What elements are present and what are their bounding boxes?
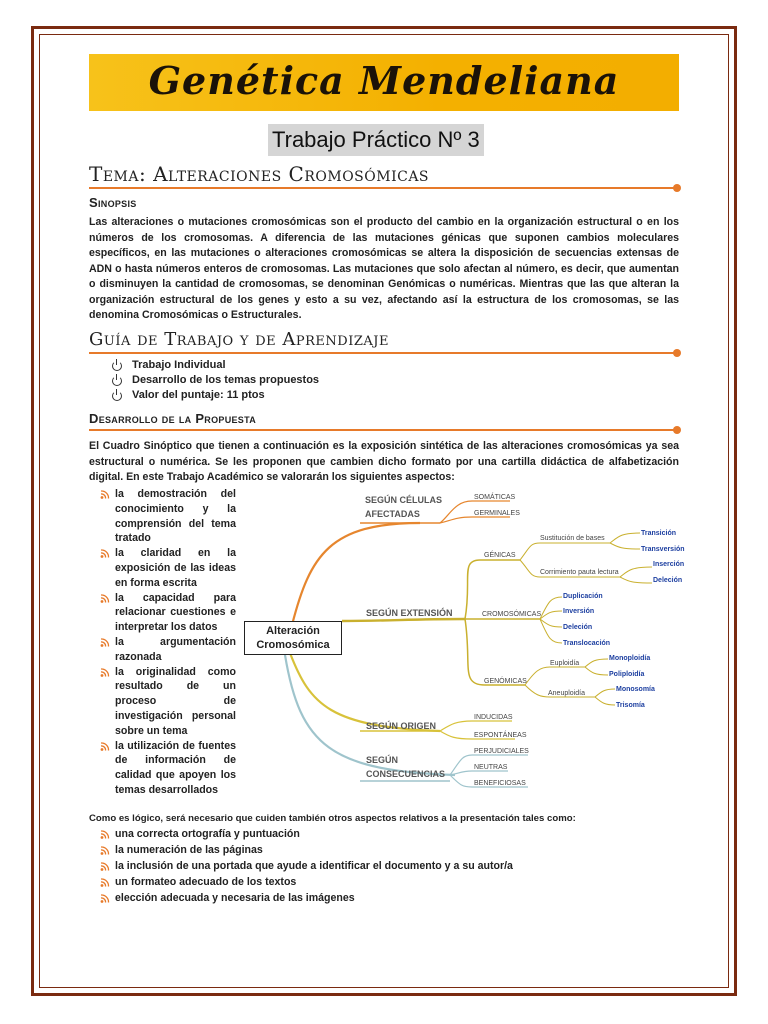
label-germinales: GERMINALES — [474, 510, 520, 517]
tema-rule — [89, 187, 677, 189]
label-somaticas: SOMÁTICAS — [474, 494, 516, 501]
label-aneuploidia: Aneuploidía — [548, 690, 585, 697]
label-transicion: Transición — [641, 530, 677, 537]
title-banner — [89, 54, 679, 111]
list-item: la capacidad para relacionar cuestiones e interpretar los datos — [100, 591, 236, 635]
transversion-line — [610, 543, 640, 549]
label-insercion: Inserción — [653, 561, 685, 568]
list-item: la argumentación razonada — [100, 635, 236, 665]
label-inversion: Inversión — [563, 608, 595, 615]
duplicacion-line — [540, 597, 562, 619]
label-monoploidia: Monoploidía — [609, 655, 651, 662]
page-title: Genética Mendeliana — [148, 58, 620, 103]
germinales-line — [440, 517, 510, 523]
list-item: un formateo adecuado de los textos — [100, 875, 513, 891]
list-item: Trabajo Individual — [112, 358, 319, 373]
list-item: la claridad en la exposición de las ideas en forma escrita — [100, 546, 236, 590]
label-espontaneas: ESPONTÁNEAS — [474, 732, 527, 739]
feed-icon — [100, 549, 110, 558]
label-trisomia: Trisomía — [616, 702, 645, 709]
feed-icon — [100, 862, 110, 871]
neutras-line — [450, 771, 508, 775]
mindmap-center: Alteración Cromosómica — [244, 621, 342, 655]
label-corrimiento: Corrimiento pauta lectura — [540, 569, 619, 576]
feed-icon — [100, 878, 110, 887]
label-neutras: NEUTRAS — [474, 764, 508, 771]
label-delecion: Deleción — [653, 577, 683, 584]
genomicas-line — [465, 619, 525, 685]
power-icon — [112, 361, 122, 371]
list-item: la demostración del conocimiento y la comprensión del tema tratado — [100, 487, 236, 546]
desarrollo-rule — [89, 429, 677, 431]
feed-icon — [100, 846, 110, 855]
feed-icon — [100, 594, 110, 603]
extras-list — [100, 827, 513, 907]
sustitucion-line — [520, 543, 610, 560]
desarrollo-intro: El Cuadro Sinóptico que tienen a continuación es la exposición sintética de las alteraciones cromosómicas ya sea estructural o numérica. Se les proponen que cambien dicho formato por una cartilla didáctica de alfabetización digital. En este Trabajo Académico se valorarán los siguientes aspectos: — [89, 440, 679, 483]
insercion-line — [620, 567, 652, 577]
label-beneficiosas: BENEFICIOSAS — [474, 780, 526, 787]
branch-origen-line — [290, 653, 440, 731]
subtitle-box — [268, 124, 484, 156]
branch-consecuencias-2: CONSECUENCIAS — [366, 769, 446, 779]
guia-rule — [89, 352, 677, 354]
translocacion-line — [540, 619, 562, 643]
label-duplicacion: Duplicación — [563, 593, 603, 600]
list-item: una correcta ortografía y puntuación — [100, 827, 513, 843]
label-monosomia: Monosomía — [616, 686, 655, 693]
branch-extension-line — [342, 619, 465, 621]
inducidas-line — [440, 721, 512, 731]
label-transversion: Transversión — [641, 546, 685, 553]
list-item: la originalidad como resultado de un proceso de investigación personal sobre un tema — [100, 665, 236, 739]
feed-icon — [100, 894, 110, 903]
criteria-list — [100, 487, 236, 798]
label-euploidia: Euploidía — [550, 660, 580, 667]
branch-origen: SEGÚN ORIGEN — [366, 721, 437, 731]
label-perjudiciales: PERJUDICIALES — [474, 748, 529, 755]
tema-title: Tema: Alteraciones Cromosómicas — [89, 162, 430, 186]
branch-extension: SEGÚN EXTENSIÓN — [366, 608, 453, 618]
feed-icon — [100, 668, 110, 677]
euploidia-line — [525, 667, 585, 685]
label-genicas: GÉNICAS — [484, 552, 516, 559]
sinopsis-heading: Sinopsis — [89, 195, 137, 210]
label-sustitucion: Sustitución de bases — [540, 535, 605, 542]
power-icon — [112, 376, 122, 386]
list-item: elección adecuada y necesaria de las imágenes — [100, 891, 513, 907]
guia-title: Guía de Trabajo y de Aprendizaje — [89, 329, 389, 350]
list-item: la numeración de las páginas — [100, 843, 513, 859]
guia-list — [112, 358, 319, 403]
list-item: la inclusión de una portada que ayude a identificar el documento y a su autor/a — [100, 859, 513, 875]
label-poliploidia: Poliploidía — [609, 671, 645, 678]
label-genomicas: GENÓMICAS — [484, 678, 527, 685]
branch-consecuencias: SEGÚN — [366, 755, 399, 765]
trisomia-line — [595, 697, 615, 705]
label-cromosomicas: CROMOSÓMICAS — [482, 611, 542, 618]
feed-icon — [100, 490, 110, 499]
monosomia-line — [595, 689, 615, 697]
sinopsis-text: Las alteraciones o mutaciones cromosómicas son el producto del cambio en la organización estructural o en los números de los cromosomas. A diferencia de las mutaciones génicas que suponen cambios moleculares específicos, en las mutaciones o alteraciones cromosómicas se altera la disposición de secuencias extensas de ADN o hasta números enteros de cromosomas. Las mutaciones que solo afectan al número, es decir, que aumentan o disminuyen la cantidad de cromosomas, se denominan Genómicas o numéricas. Mientras que las que alteran la organización estructural de los genes y esto a su vez, afectando así la estructura de los cromosomas, se las denomina Cromosómicas o Estructurales. — [89, 216, 679, 321]
page-subtitle: Trabajo Práctico Nº 3 — [272, 127, 480, 152]
aspectos-lead: Como es lógico, será necesario que cuiden también otros aspectos relativos a la presentación tales como: — [89, 813, 576, 824]
list-item: Desarrollo de los temas propuestos — [112, 373, 319, 388]
feed-icon — [100, 830, 110, 839]
desarrollo-heading: Desarrollo de la Propuesta — [89, 411, 257, 426]
power-icon — [112, 391, 122, 401]
feed-icon — [100, 638, 110, 647]
branch-celulas-2: AFECTADAS — [365, 509, 420, 519]
list-item: la utilización de fuentes de información de calidad que apoyen los temas desarrollados — [100, 739, 236, 798]
label-inducidas: INDUCIDAS — [474, 714, 513, 721]
transicion-line — [610, 533, 640, 543]
feed-icon — [100, 742, 110, 751]
delecion-line — [620, 577, 652, 583]
poliploidia-line — [585, 667, 608, 675]
list-item: Valor del puntaje: 11 ptos — [112, 388, 319, 403]
monoploidia-line — [585, 659, 608, 667]
label-delecion2: Deleción — [563, 624, 593, 631]
label-translocacion: Translocación — [563, 640, 611, 647]
branch-celulas: SEGÚN CÉLULAS — [365, 495, 443, 505]
